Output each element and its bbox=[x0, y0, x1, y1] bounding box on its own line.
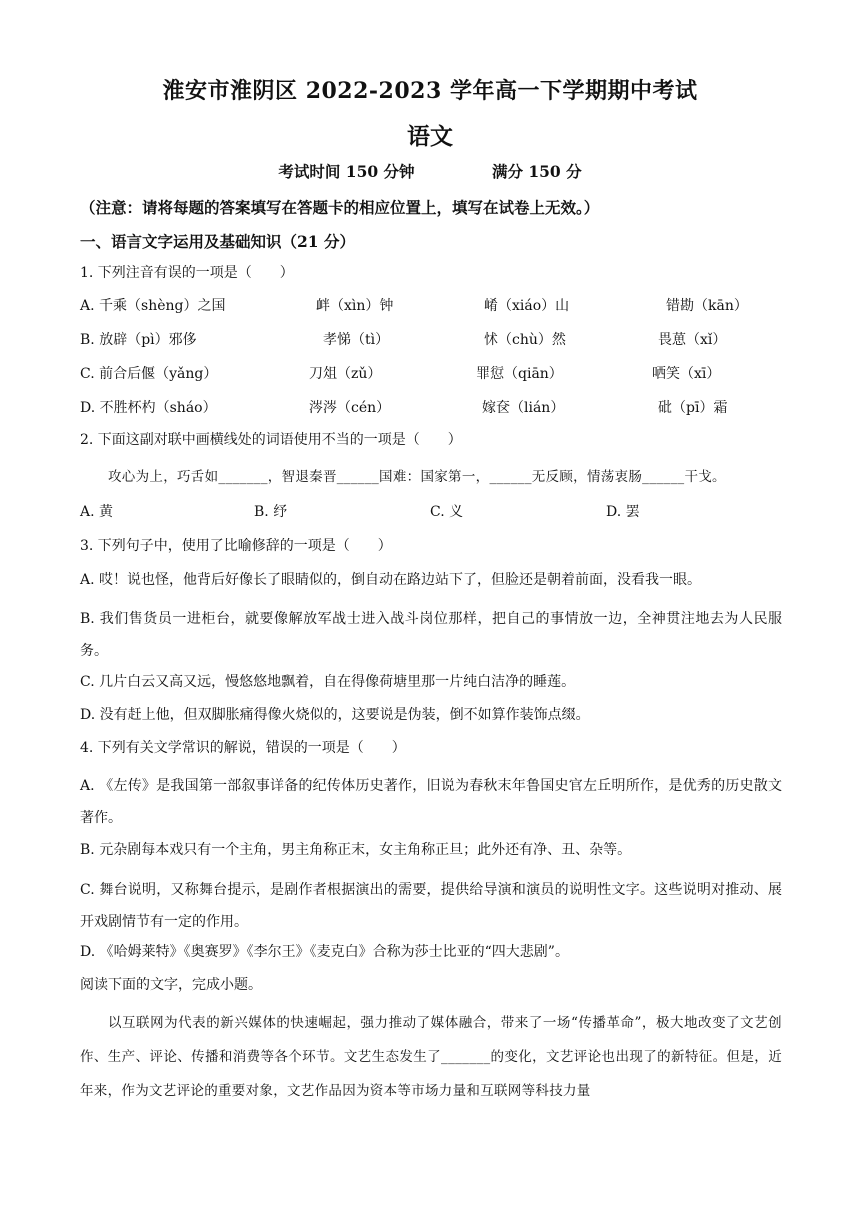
exam-time: 考试时间 150 分钟 bbox=[278, 162, 415, 181]
q1-b-item2: 孝悌（tì） bbox=[323, 332, 390, 348]
q1-b-item1: B. 放辟（pì）邪侈 bbox=[80, 332, 197, 348]
q1-a-item1: A. 千乘（shèng）之国 bbox=[80, 298, 226, 314]
q1-d-item4: 砒（pī）霜 bbox=[658, 400, 728, 416]
q2-option-d: D. 罢 bbox=[606, 504, 640, 520]
q1-option-a bbox=[80, 296, 780, 316]
q1-option-c bbox=[80, 364, 780, 384]
exam-title: 淮安市淮阴区 2022-2023 学年高一下学期期中考试 bbox=[162, 78, 698, 104]
q3-option-b: B. 我们售货员一进柜台，就要像解放军战士进入战斗岗位那样，把自己的事情放一边，全神贯注地去为人民服务。 bbox=[80, 611, 782, 659]
q4-option-a: A. 《左传》是我国第一部叙事详备的纪传体历史著作，旧说为春秋末年鲁国史官左丘明所作，是优秀的历史散文著作。 bbox=[80, 778, 782, 826]
q1-a-item3: 崤（xiáo）山 bbox=[484, 298, 570, 314]
q1-a-item4: 错勘（kān） bbox=[666, 298, 748, 314]
q1-d-item3: 嫁奁（lián） bbox=[482, 400, 565, 416]
q1-b-item3: 怵（chù）然 bbox=[484, 332, 566, 348]
q1-a-item2: 衅（xìn）钟 bbox=[316, 298, 394, 314]
q3-option-d: D. 没有赶上他，但双脚胀痛得像火烧似的，这要说是伪装，倒不如算作装饰点缀。 bbox=[80, 707, 590, 723]
q1-b-item4: 畏葸（xǐ） bbox=[658, 332, 727, 348]
q2-couplet: 攻心为上，巧舌如_______，智退秦晋______国难：国家第一，______无反顾，情荡衷肠______干戈。 bbox=[108, 469, 726, 485]
section-heading: 一、语言文字运用及基础知识（21 分） bbox=[80, 232, 355, 251]
notice: （注意：请将每题的答案填写在答题卡的相应位置上，填写在试卷上无效。） bbox=[80, 198, 600, 217]
subject-title: 语文 bbox=[407, 123, 453, 150]
q3-option-c: C. 几片白云又高又远，慢悠悠地飘着，自在得像荷塘里那一片纯白洁净的睡莲。 bbox=[80, 674, 576, 690]
q4-stem: 4. 下列有关文学常识的解说，错误的一项是（ ） bbox=[80, 740, 406, 756]
q1-option-d bbox=[80, 398, 780, 418]
q4-option-c: C. 舞台说明，又称舞台提示，是剧作者根据演出的需要，提供给导演和演员的说明性文字。这些说明对推动、展开戏剧情节有一定的作用。 bbox=[80, 882, 782, 930]
q2-option-b: B. 纾 bbox=[254, 504, 288, 520]
reading-passage: 以互联网为代表的新兴媒体的快速崛起，强力推动了媒体融合，带来了一场“传播革命”，极大地改变了文艺创作、生产、评论、传播和消费等各个环节。文艺生态发生了_______的变化，文艺评论也出现了的新特征。但是，近年来，作为文艺评论的重要对象，文艺作品因为资本等市场力量和互联网等科技力量 bbox=[80, 1015, 782, 1099]
q1-c-item2: 刀俎（zǔ） bbox=[309, 366, 382, 382]
q3-option-a: A. 哎！说也怪，他背后好像长了眼睛似的，倒自动在路边站下了，但脸还是朝着前面，没看我一眼。 bbox=[80, 572, 702, 588]
exam-score: 满分 150 分 bbox=[491, 162, 582, 181]
q2-option-c: C. 义 bbox=[430, 504, 464, 520]
q1-c-item1: C. 前合后偃（yǎng） bbox=[80, 366, 218, 382]
q1-stem: 1. 下列注音有误的一项是（ ） bbox=[80, 265, 294, 281]
q3-stem: 3. 下列句子中，使用了比喻修辞的一项是（ ） bbox=[80, 538, 392, 554]
q4-option-d: D. 《哈姆莱特》《奥赛罗》《李尔王》《麦克白》合称为莎士比亚的“四大悲剧”。 bbox=[80, 944, 569, 960]
q1-d-item2: 涔涔（cén） bbox=[309, 400, 391, 416]
q1-option-b bbox=[80, 330, 780, 350]
exam-info bbox=[0, 160, 860, 182]
reading-intro: 阅读下面的文字，完成小题。 bbox=[80, 977, 262, 993]
q2-option-a: A. 黄 bbox=[80, 504, 114, 520]
q1-c-item4: 哂笑（xī） bbox=[652, 366, 721, 382]
q1-d-item1: D. 不胜杯杓（sháo） bbox=[80, 400, 217, 416]
q2-options bbox=[80, 502, 780, 522]
q1-c-item3: 罪愆（qiān） bbox=[476, 366, 563, 382]
q4-option-b: B. 元杂剧每本戏只有一个主角，男主角称正末，女主角称正旦；此外还有净、丑、杂等。 bbox=[80, 842, 632, 858]
q2-stem: 2. 下面这副对联中画横线处的词语使用不当的一项是（ ） bbox=[80, 432, 462, 448]
